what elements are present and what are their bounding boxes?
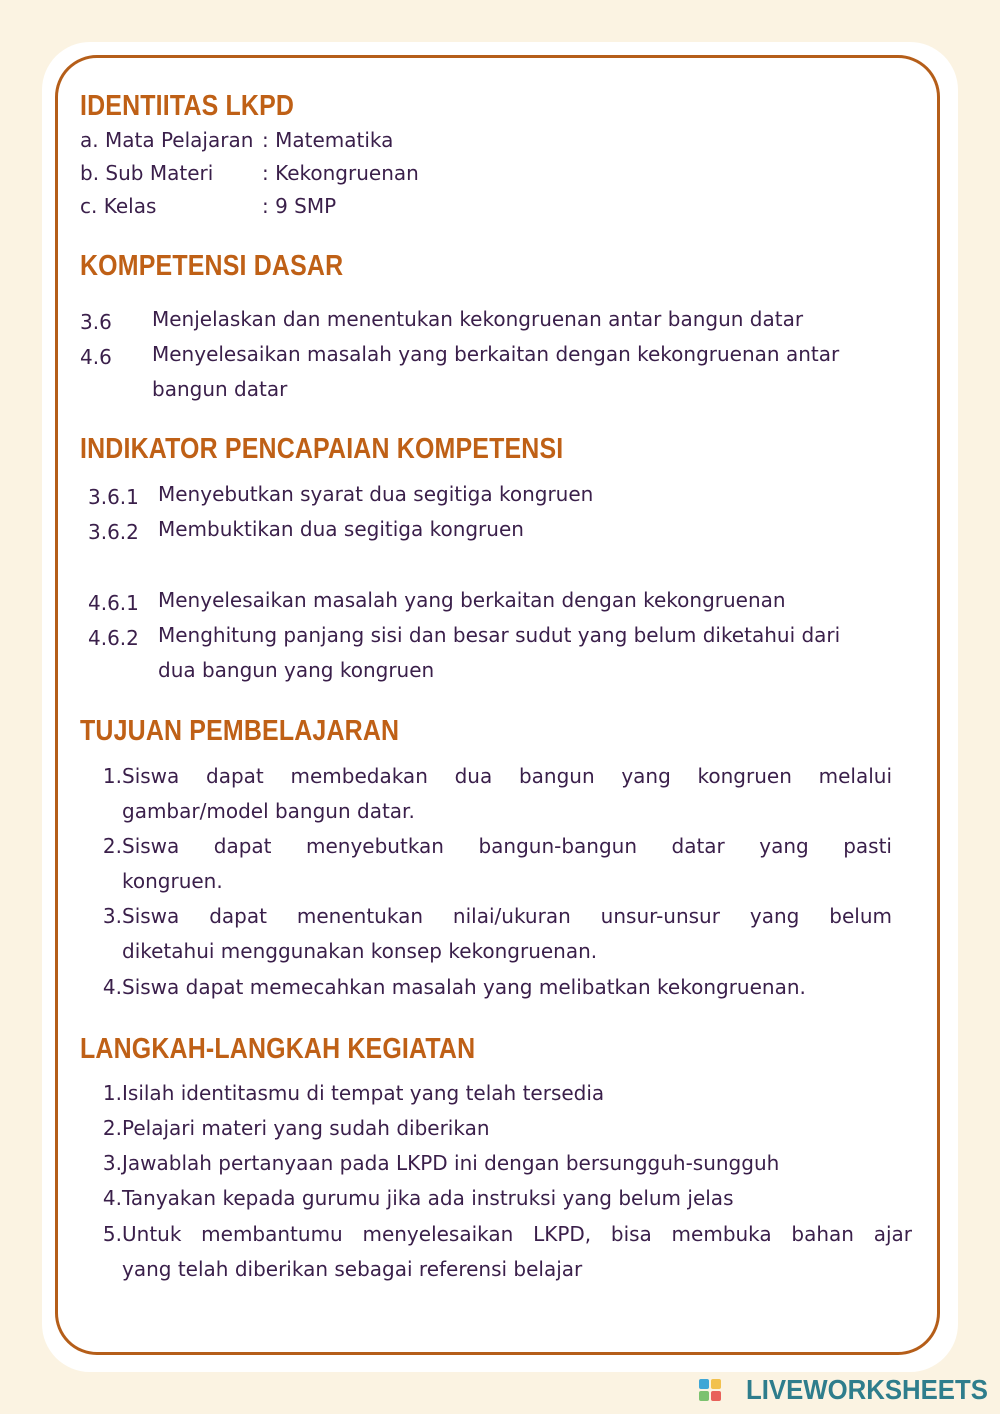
ipk-number-3: 4.6.1 — [88, 591, 139, 615]
tujuan-text-3-cont: diketahui menggunakan konsep kekongruenan. — [122, 939, 598, 963]
langkah-number-2: 2. — [102, 1116, 122, 1140]
ipk-text-3: Menyelesaikan masalah yang berkaitan dengan kekongruenan — [158, 588, 786, 612]
langkah-text-2: Pelajari materi yang sudah diberikan — [122, 1116, 490, 1140]
heading-indikator: INDIKATOR PENCAPAIAN KOMPETENSI — [80, 433, 564, 465]
ipk-number-1: 3.6.1 — [88, 485, 139, 509]
tujuan-number-3: 3. — [102, 904, 122, 928]
identitas-value-2: : Kekongruenan — [262, 161, 419, 185]
ipk-text-4: Menghitung panjang sisi dan besar sudut yang belum diketahui dari — [158, 623, 841, 647]
identitas-label-1: a. Mata Pelajaran — [80, 128, 254, 152]
tujuan-text-1-cont: gambar/model bangun datar. — [122, 799, 415, 823]
tujuan-text-3: Siswa dapat menentukan nilai/ukuran unsur-unsur yang belum — [122, 904, 892, 928]
langkah-text-5: Untuk membantumu menyelesaikan LKPD, bisa membuka bahan ajar — [122, 1222, 912, 1246]
langkah-number-1: 1. — [102, 1081, 122, 1105]
kd-text-2: Menyelesaikan masalah yang berkaitan dengan kekongruenan antar — [152, 342, 840, 366]
tujuan-text-2-cont: kongruen. — [122, 869, 223, 893]
tujuan-text-2: Siswa dapat menyebutkan bangun-bangun datar yang pasti — [122, 834, 892, 858]
identitas-value-1: : Matematika — [262, 128, 394, 152]
tujuan-text-4: Siswa dapat memecahkan masalah yang melibatkan kekongruenan. — [122, 975, 806, 999]
langkah-text-4: Tanyakan kepada gurumu jika ada instruksi yang belum jelas — [122, 1186, 734, 1210]
liveworksheets-brand: LIVEWORKSHEETS — [746, 1374, 988, 1405]
langkah-text-3: Jawablah pertanyaan pada LKPD ini dengan bersungguh-sungguh — [122, 1151, 780, 1175]
identitas-label-3: c. Kelas — [80, 194, 157, 218]
ipk-number-2: 3.6.2 — [88, 520, 139, 544]
tujuan-number-4: 4. — [102, 975, 122, 999]
heading-identitas: IDENTIITAS LKPD — [80, 90, 295, 122]
tujuan-number-2: 2. — [102, 834, 122, 858]
langkah-number-5: 5. — [102, 1222, 122, 1246]
heading-langkah: LANGKAH-LANGKAH KEGIATAN — [80, 1033, 476, 1065]
langkah-number-4: 4. — [102, 1186, 122, 1210]
liveworksheets-logo-icon — [699, 1379, 721, 1401]
ipk-text-1: Menyebutkan syarat dua segitiga kongruen — [158, 482, 594, 506]
identitas-label-2: b. Sub Materi — [80, 161, 214, 185]
ipk-text-2: Membuktikan dua segitiga kongruen — [158, 517, 524, 541]
heading-kompetensi-dasar: KOMPETENSI DASAR — [80, 250, 344, 282]
langkah-text-5-cont: yang telah diberikan sebagai referensi belajar — [122, 1257, 583, 1281]
liveworksheets-footer[interactable] — [699, 1373, 988, 1407]
kd-text-2-cont: bangun datar — [152, 377, 288, 401]
kd-number-2: 4.6 — [80, 345, 112, 369]
ipk-text-4-cont: dua bangun yang kongruen — [158, 658, 435, 682]
heading-tujuan: TUJUAN PEMBELAJARAN — [80, 715, 400, 747]
identitas-value-3: : 9 SMP — [262, 194, 337, 218]
tujuan-text-1: Siswa dapat membedakan dua bangun yang kongruen melalui — [122, 764, 892, 788]
ipk-number-4: 4.6.2 — [88, 626, 139, 650]
kd-text-1: Menjelaskan dan menentukan kekongruenan antar bangun datar — [152, 307, 804, 331]
kd-number-1: 3.6 — [80, 310, 112, 334]
langkah-number-3: 3. — [102, 1151, 122, 1175]
tujuan-number-1: 1. — [102, 764, 122, 788]
langkah-text-1: Isilah identitasmu di tempat yang telah tersedia — [122, 1081, 605, 1105]
